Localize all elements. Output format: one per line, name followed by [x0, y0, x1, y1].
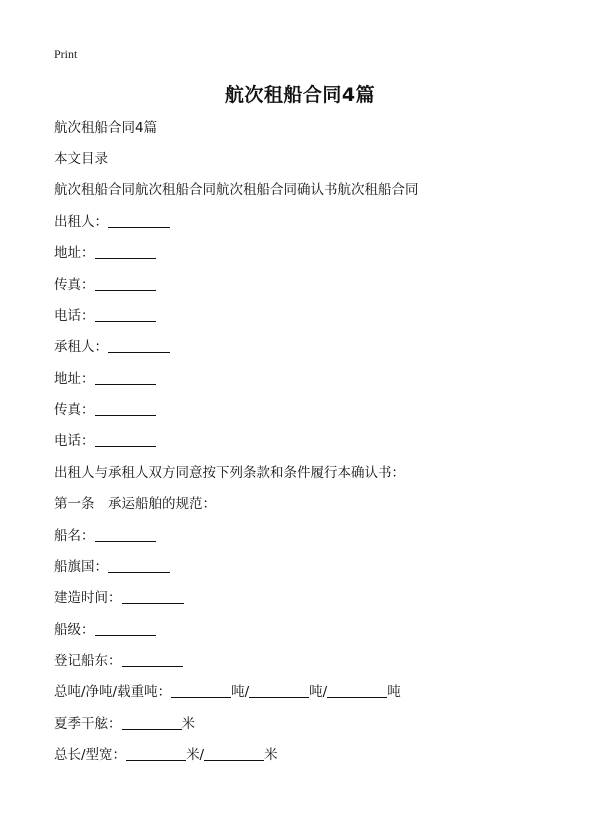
lessor-address-label: 地址：: [54, 245, 95, 261]
owner-label: 登记船东：: [54, 653, 122, 669]
freeboard-row: [54, 715, 195, 733]
lessee-row: [54, 338, 170, 356]
meter-unit-end: 米: [264, 747, 278, 763]
lessee-phone-row: [54, 432, 156, 450]
lessor-phone-blank: [95, 307, 156, 322]
ship-name-blank: [95, 527, 156, 542]
ship-name-label: 船名：: [54, 528, 95, 544]
tonnage-row: [54, 683, 401, 701]
freeboard-label: 夏季干舷：: [54, 716, 122, 732]
agreement-text: 出租人与承租人双方同意按下列条款和条件履行本确认书：: [54, 465, 405, 481]
tonnage-label: 总吨/净吨/载重吨：: [54, 684, 172, 700]
meter-unit: 米: [181, 716, 195, 732]
lessor-address-blank: [95, 244, 156, 259]
ton-unit-1: 吨/: [231, 684, 250, 700]
flag-blank: [108, 558, 170, 573]
lessee-fax-label: 传真：: [54, 402, 95, 418]
lessee-fax-row: [54, 401, 156, 419]
flag-row: [54, 558, 170, 576]
meter-unit-slash: 米/: [186, 747, 205, 763]
lessor-fax-blank: [95, 276, 156, 291]
deadweight-blank: [327, 683, 387, 698]
ton-unit-2: 吨/: [309, 684, 328, 700]
length-blank: [126, 746, 186, 761]
print-label: Print: [54, 47, 78, 61]
lessee-fax-blank: [95, 401, 156, 416]
lessor-phone-label: 电话：: [54, 308, 95, 324]
lessor-fax-row: [54, 276, 156, 294]
owner-row: [54, 652, 183, 670]
lessor-label: 出租人：: [54, 214, 108, 230]
lessor-phone-row: [54, 307, 156, 325]
ship-class-row: [54, 621, 156, 639]
lessee-phone-label: 电话：: [54, 433, 95, 449]
breadth-blank: [204, 746, 264, 761]
lessee-address-row: [54, 370, 156, 388]
lessee-phone-blank: [95, 432, 156, 447]
toc-heading: 本文目录: [54, 151, 108, 167]
lessee-blank: [108, 338, 170, 353]
net-ton-blank: [249, 683, 309, 698]
ton-unit-3: 吨: [387, 684, 401, 700]
ship-name-row: [54, 527, 156, 545]
gross-ton-blank: [171, 683, 231, 698]
lessee-address-label: 地址：: [54, 371, 95, 387]
lessor-blank: [108, 213, 170, 228]
lessor-row: [54, 213, 170, 231]
owner-blank: [122, 652, 183, 667]
toc-line: 航次租船合同航次租船合同航次租船合同确认书航次租船合同: [54, 182, 419, 198]
build-time-label: 建造时间：: [54, 590, 122, 606]
freeboard-blank: [122, 715, 182, 730]
page-title: 航次租船合同4篇: [224, 84, 376, 106]
lessor-address-row: [54, 244, 156, 262]
lessee-address-blank: [95, 370, 156, 385]
build-time-blank: [122, 589, 184, 604]
length-label: 总长/型宽：: [54, 747, 127, 763]
flag-label: 船旗国：: [54, 559, 108, 575]
lessee-label: 承租人：: [54, 339, 108, 355]
lessor-fax-label: 传真：: [54, 277, 95, 293]
build-time-row: [54, 589, 184, 607]
ship-class-label: 船级：: [54, 622, 95, 638]
ship-class-blank: [95, 621, 156, 636]
length-row: [54, 746, 278, 764]
article1-heading: 第一条 承运船舶的规范：: [54, 496, 216, 512]
subtitle: 航次租船合同4篇: [54, 120, 158, 136]
